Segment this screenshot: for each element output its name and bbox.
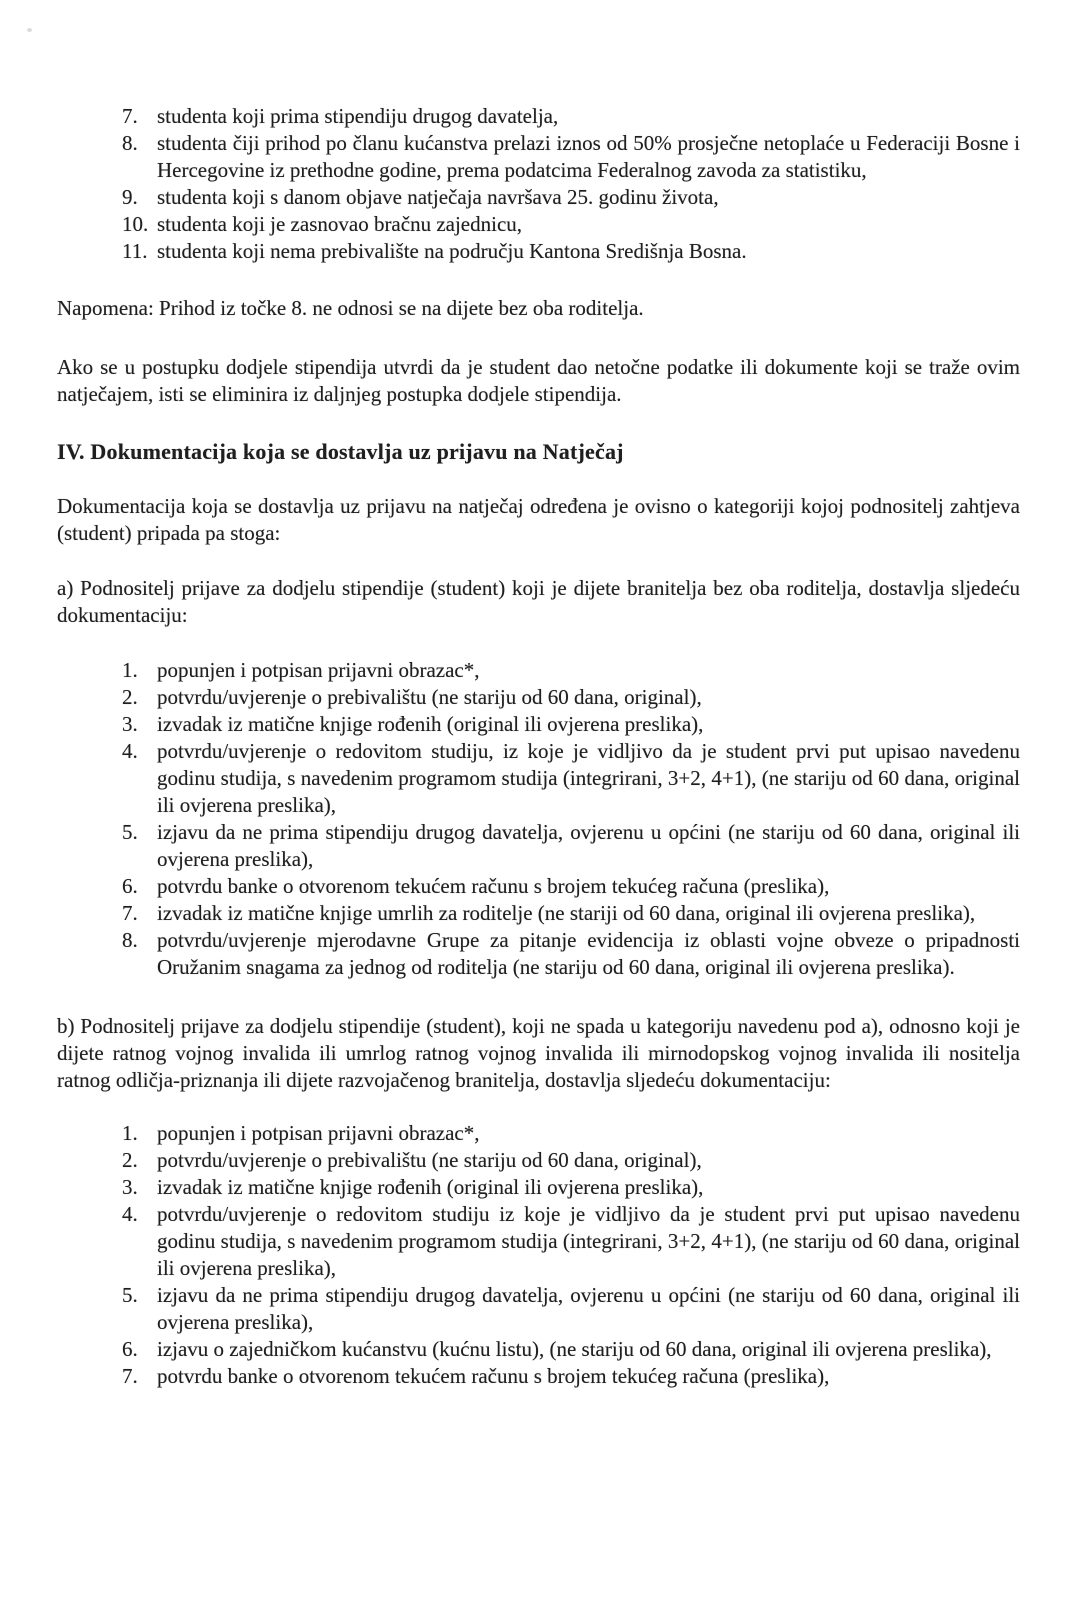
list-item-text: izvadak iz matične knjige umrlih za roditelje (ne stariji od 60 dana, original ili ovjerena preslika), xyxy=(157,901,976,925)
list-item-number: 4. xyxy=(122,739,138,763)
list-item-text: studenta čiji prihod po članu kućanstva prelazi iznos od 50% prosječne netoplaće u Federaciji Bosne i Hercegovine iz prethodne godine, prema podatcima Federalnog zavoda za statistiku, xyxy=(157,131,1020,182)
list-item-text: studenta koji prima stipendiju drugog davatelja, xyxy=(157,104,559,128)
list-item-text: potvrdu/uvjerenje o prebivalištu (ne stariju od 60 dana, original), xyxy=(157,685,702,709)
list-item-text: izvadak iz matične knjige rođenih (original ili ovjerena preslika), xyxy=(157,712,704,736)
list-item-text: popunjen i potpisan prijavni obrazac*, xyxy=(157,1121,480,1145)
list-item-number: 11. xyxy=(122,239,148,263)
list-item xyxy=(57,1174,1020,1201)
list-item-number: 1. xyxy=(122,658,138,682)
list-item xyxy=(57,103,1020,130)
list-item xyxy=(57,711,1020,738)
intro-paragraph: Dokumentacija koja se dostavlja uz prijavu na natječaj određena je ovisno o kategoriji kojoj podnositelj zahtjeva (student) pripada pa stoga: xyxy=(57,494,1020,545)
list-item-text: izvadak iz matične knjige rođenih (original ili ovjerena preslika), xyxy=(157,1175,704,1199)
list-item-text: popunjen i potpisan prijavni obrazac*, xyxy=(157,658,480,682)
list-item-number: 3. xyxy=(122,1175,138,1199)
list-item-text: studenta koji nema prebivalište na području Kantona Središnja Bosna. xyxy=(157,239,747,263)
list-item-number: 8. xyxy=(122,131,138,155)
list-item-number: 5. xyxy=(122,820,138,844)
list-item-text: izjavu o zajedničkom kućanstvu (kućnu listu), (ne stariju od 60 dana, original ili ovjerena preslika), xyxy=(157,1337,992,1361)
list-item xyxy=(57,873,1020,900)
list-item xyxy=(57,130,1020,184)
list-item-text: potvrdu banke o otvorenom tekućem računu s brojem tekućeg računa (preslika), xyxy=(157,874,830,898)
list-item-number: 5. xyxy=(122,1283,138,1307)
list-item-text: studenta koji je zasnovao bračnu zajednicu, xyxy=(157,212,523,236)
list-item xyxy=(57,1120,1020,1147)
list-item-text: potvrdu/uvjerenje o prebivalištu (ne stariju od 60 dana, original), xyxy=(157,1148,702,1172)
eligibility-exclusion-list xyxy=(57,103,1020,265)
list-item-number: 3. xyxy=(122,712,138,736)
list-item xyxy=(57,819,1020,873)
list-item xyxy=(57,657,1020,684)
list-item-number: 6. xyxy=(122,1337,138,1361)
list-item-number: 2. xyxy=(122,1148,138,1172)
list-item xyxy=(57,211,1020,238)
list-item-number: 7. xyxy=(122,104,138,128)
list-item-text: izjavu da ne prima stipendiju drugog davatelja, ovjerenu u općini (ne stariju od 60 dana, original ili ovjerena preslika), xyxy=(157,820,1020,871)
list-item xyxy=(57,1201,1020,1282)
list-item-text: izjavu da ne prima stipendiju drugog davatelja, ovjerenu u općini (ne stariju od 60 dana, original ili ovjerena preslika), xyxy=(157,1283,1020,1334)
list-item xyxy=(57,1147,1020,1174)
list-item xyxy=(57,900,1020,927)
list-item-number: 10. xyxy=(122,212,149,236)
list-item-number: 9. xyxy=(122,185,138,209)
warning-paragraph: Ako se u postupku dodjele stipendija utvrdi da je student dao netočne podatke ili dokumente koji se traže ovim natječajem, isti se eliminira iz daljnjeg postupka dodjele stipendija. xyxy=(57,355,1020,406)
note-paragraph: Napomena: Prihod iz točke 8. ne odnosi se na dijete bez oba roditelja. xyxy=(57,296,644,320)
list-item-number: 8. xyxy=(122,928,138,952)
list-item xyxy=(57,184,1020,211)
list-item-number: 7. xyxy=(122,901,138,925)
list-item xyxy=(57,1363,1020,1390)
list-item xyxy=(57,927,1020,981)
category-b-list xyxy=(57,1120,1020,1390)
list-item-number: 2. xyxy=(122,685,138,709)
document-content xyxy=(57,103,1020,1390)
list-item-text: potvrdu/uvjerenje o redovitom studiju iz koje je vidljivo da je student prvi put upisao navedenu godinu studija, s navedenim programom studija (integrirani, 3+2, 4+1), (ne stariju od 60 dana, original ili ovjerena preslika), xyxy=(157,1202,1020,1280)
list-item xyxy=(57,238,1020,265)
list-item xyxy=(57,1282,1020,1336)
list-item xyxy=(57,684,1020,711)
category-a-list xyxy=(57,657,1020,981)
list-item-number: 6. xyxy=(122,874,138,898)
list-item xyxy=(57,1336,1020,1363)
scan-artifact xyxy=(27,28,32,32)
list-item-number: 1. xyxy=(122,1121,138,1145)
list-item-text: potvrdu/uvjerenje o redovitom studiju, iz koje je vidljivo da je student prvi put upisao navedenu godinu studija, s navedenim programom studija (integrirani, 3+2, 4+1), (ne stariju od 60 dana, original ili ovjerena preslika), xyxy=(157,739,1020,817)
list-item-number: 4. xyxy=(122,1202,138,1226)
list-item-text: potvrdu/uvjerenje mjerodavne Grupe za pitanje evidencija iz oblasti vojne obveze o pripadnosti Oružanim snagama za jednog od roditelja (ne stariju od 60 dana, original ili ovjerena preslika). xyxy=(157,928,1020,979)
category-a-intro: a) Podnositelj prijave za dodjelu stipendije (student) koji je dijete branitelja bez oba roditelja, dostavlja sljedeću dokumentaciju: xyxy=(57,576,1020,627)
section-heading: IV. Dokumentacija koja se dostavlja uz prijavu na Natječaj xyxy=(57,439,624,464)
list-item-number: 7. xyxy=(122,1364,138,1388)
list-item xyxy=(57,738,1020,819)
category-b-intro: b) Podnositelj prijave za dodjelu stipendije (student), koji ne spada u kategoriju navedenu pod a), odnosno koji je dijete ratnog vojnog invalida ili umrlog ratnog vojnog invalida ili mirnodopskog vojnog invalida ili nositelja ratnog odličja-priznanja ili dijete razvojačenog branitelja, dostavlja sljedeću dokumentaciju: xyxy=(57,1014,1020,1092)
list-item-text: potvrdu banke o otvorenom tekućem računu s brojem tekućeg računa (preslika), xyxy=(157,1364,830,1388)
list-item-text: studenta koji s danom objave natječaja navršava 25. godinu života, xyxy=(157,185,719,209)
